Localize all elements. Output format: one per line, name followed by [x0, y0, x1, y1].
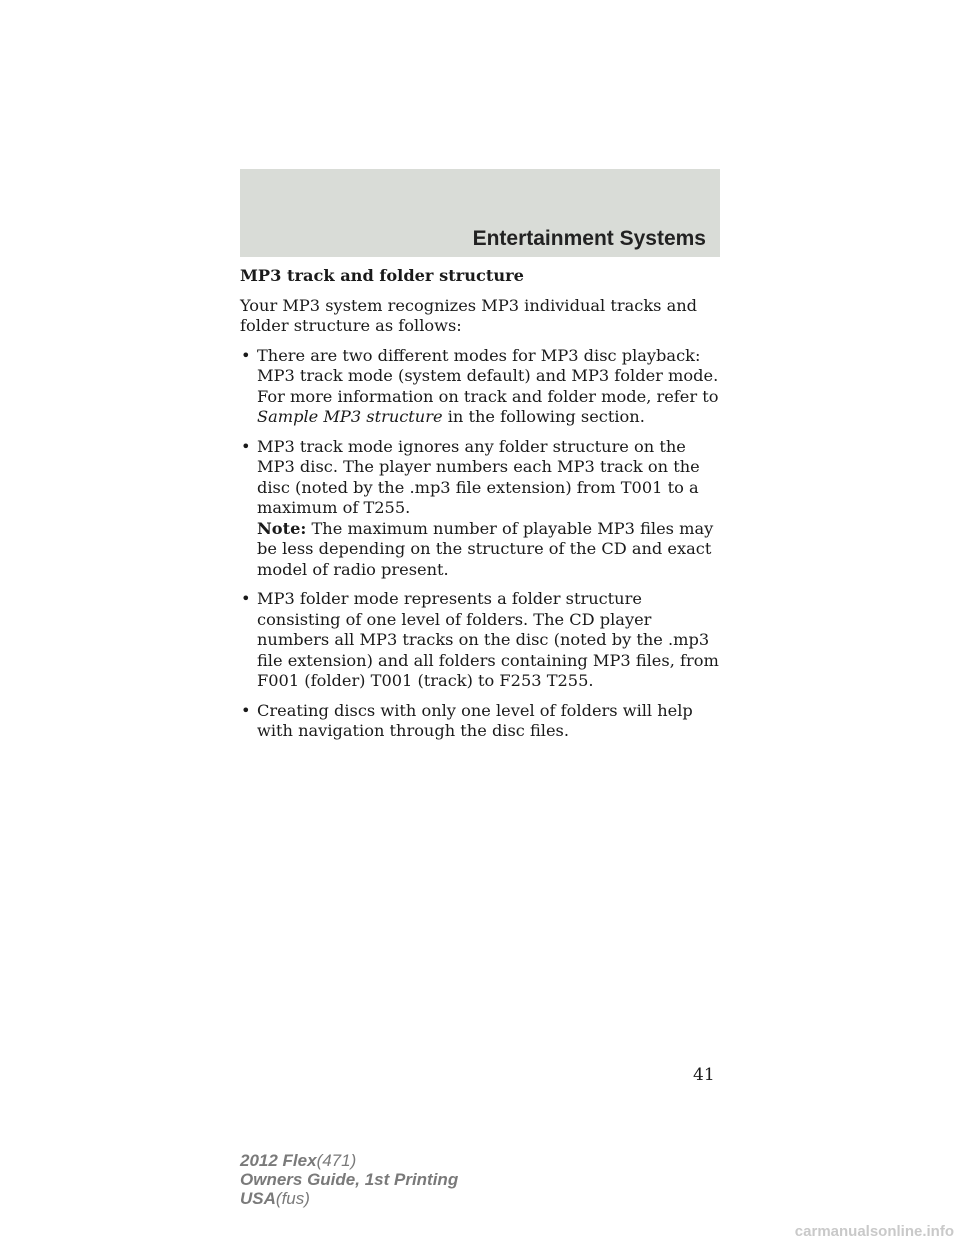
- section-title: Entertainment Systems: [472, 227, 706, 250]
- note-label: Note:: [257, 518, 307, 538]
- watermark: carmanualsonline.info: [794, 1223, 954, 1240]
- bullet-icon: •: [241, 589, 251, 608]
- page-number: 41: [693, 1065, 715, 1085]
- bullet-list: [240, 346, 720, 742]
- footer-model-code: (471): [316, 1151, 357, 1170]
- section-heading: MP3 track and folder structure: [240, 266, 524, 285]
- footer-edition: Owners Guide, 1st Printing: [240, 1170, 459, 1189]
- footer-line-edition: [240, 1170, 458, 1189]
- print-footer: [240, 1151, 458, 1208]
- page-content: [240, 266, 720, 751]
- footer-market: USA: [240, 1189, 276, 1208]
- bullet-icon: •: [241, 436, 251, 456]
- bullet-text: MP3 folder mode represents a folder structure consisting of one level of folders. The CD player numbers all MP3 tracks on the disc (noted by the .mp3 file extension) and all folders containing MP3 files, from F001 (folder) T001 (track) to F253 T255.: [257, 589, 719, 690]
- bullet-text: MP3 track mode ignores any folder structure on the MP3 disc. The player numbers each MP3 track on the disc (noted by the .mp3 file extension) from T001 to a maximum of T255.: [257, 436, 700, 517]
- list-item: [240, 701, 720, 742]
- footer-market-code: (fus): [275, 1189, 310, 1208]
- intro-paragraph: Your MP3 system recognizes MP3 individual tracks and folder structure as follows:: [240, 295, 698, 335]
- cross-reference: Sample MP3 structure: [257, 407, 443, 426]
- footer-line-market: [240, 1189, 458, 1208]
- bullet-icon: •: [241, 700, 251, 720]
- footer-line-model: [240, 1151, 458, 1170]
- bullet-text-end: in the following section.: [442, 407, 645, 426]
- bullet-text: There are two different modes for MP3 disc playback: MP3 track mode (system default) and MP3 folder mode. For more information on track and folder mode, refer to: [257, 345, 719, 406]
- note-text: The maximum number of playable MP3 files may be less depending on the structure of the CD and exact model of radio present.: [257, 518, 714, 579]
- footer-model: 2012 Flex: [240, 1151, 317, 1170]
- bullet-text: Creating discs with only one level of folders will help with navigation through the disc files.: [257, 700, 693, 740]
- list-item: [240, 437, 720, 581]
- list-item: [240, 346, 720, 428]
- bullet-icon: •: [241, 345, 251, 365]
- list-item: [240, 589, 720, 692]
- section-header-band: [240, 169, 720, 257]
